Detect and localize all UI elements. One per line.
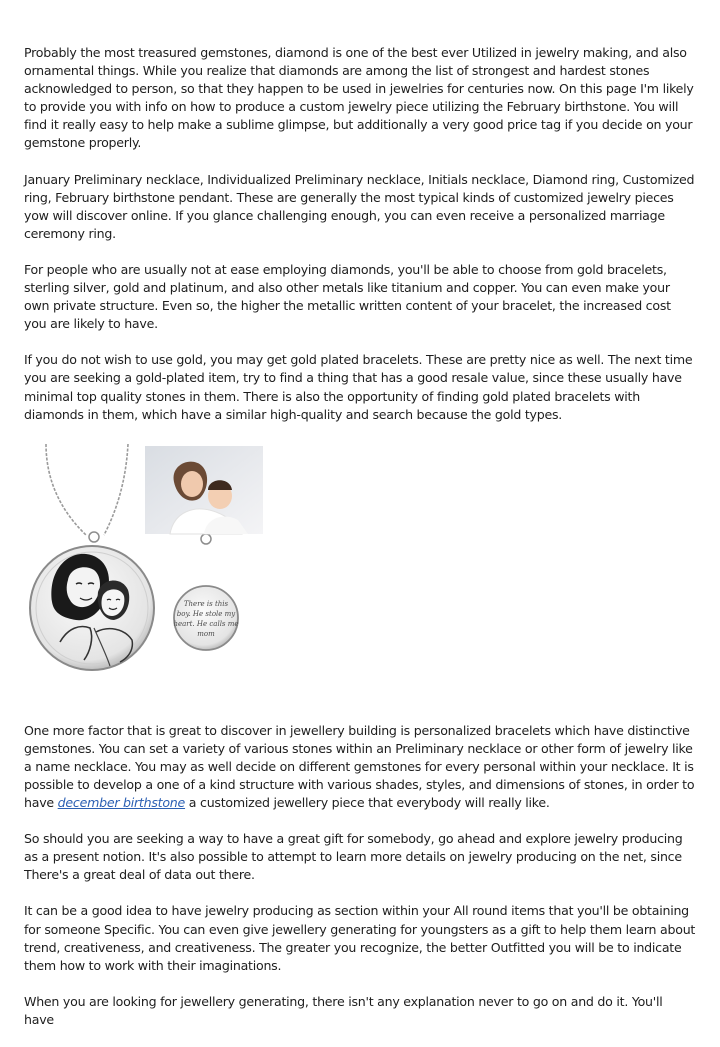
paragraph-5 xyxy=(24,722,696,812)
engraving-line-3: heart. He calls me xyxy=(173,619,239,628)
paragraph-5-text-end: a customized jewellery piece that everybody will really like. xyxy=(185,795,550,811)
paragraph-7: It can be a good idea to have jewelry producing as section within your All round items that you'll be obtaining for someone Specific. You can even give jewellery generating for youngsters as a gift to help them learn about trend, creativeness, and creativeness. The greater you recognize, the better Outfitted you will be to indicate them how to work with their imaginations. xyxy=(24,903,696,973)
paragraph-6: So should you are seeking a way to have a great gift for somebody, go ahead and explore jewelry producing as a present notion. It's also possible to attempt to learn more details on jewelry producing on the net, since There's a great deal of data out there. xyxy=(24,831,683,883)
paragraph-2: January Preliminary necklace, Individualized Preliminary necklace, Initials necklace, Diamond ring, Customized ring, February birthstone pendant. These are generally the most typical kinds of customized jewelry pieces yow will discover online. If you glance challenging enough, you can even receive a personalized marriage ceremony ring. xyxy=(24,171,695,241)
article-body xyxy=(24,44,696,1047)
paragraph-5-text-start: One more factor that is great to discover in jewellery building is personalized bracelets which have distinctive gemstones. You can set a variety of various stones within an Preliminary necklace or other form of jewelry like a name necklace. You may as well decide on different gemstones for every personal within your necklace. It is possible to develop a one of a kind structure with various shades, styles, and dimensions of stones, in order to have xyxy=(24,722,695,811)
text-pendant xyxy=(173,534,238,650)
product-image xyxy=(24,442,696,704)
engraving-line-1: There is this xyxy=(183,599,229,608)
engraving-line-4: mom xyxy=(197,629,215,638)
engraved-pendant-image xyxy=(24,442,274,704)
portrait-pendant xyxy=(30,546,154,670)
family-photo xyxy=(145,446,263,534)
paragraph-1: Probably the most treasured gemstones, diamond is one of the best ever Utilized in jewelry making, and also ornamental things. While you realize that diamonds are among the list of strongest and hardest stones acknowledged to person, so that they happen to be used in jewelries for centuries now. On this page I'm likely to provide you with info on how to produce a custom jewelry piece utilizing the February birthstone. You will find it really easy to help make a sublime glimpse, but additionally a very good price tag if you decide on your gemstone properly. xyxy=(24,45,694,151)
december-birthstone-link[interactable]: december birthstone xyxy=(57,795,186,811)
paragraph-8: When you are looking for jewellery generating, there isn't any explanation never to go on and do it. You'll have xyxy=(24,993,663,1027)
necklace-chain xyxy=(46,444,128,535)
engraving-line-2: boy. He stole my xyxy=(176,609,236,618)
paragraph-3: For people who are usually not at ease employing diamonds, you'll be able to choose from gold bracelets, sterling silver, gold and platinum, and also other metals like titanium and copper. You can even make your own private structure. Even so, the higher the metallic written content of your bracelet, the increased cost you are likely to have. xyxy=(24,261,671,332)
paragraph-4: If you do not wish to use gold, you may get gold plated bracelets. These are pretty nice as well. The next time you are seeking a gold-plated item, try to find a thing that has a good resale value, since these usually have minimal top quality stones in them. There is also the opportunity of finding gold plated bracelets with diamonds in them, which have a similar high-quality and search because the gold types. xyxy=(24,352,693,422)
